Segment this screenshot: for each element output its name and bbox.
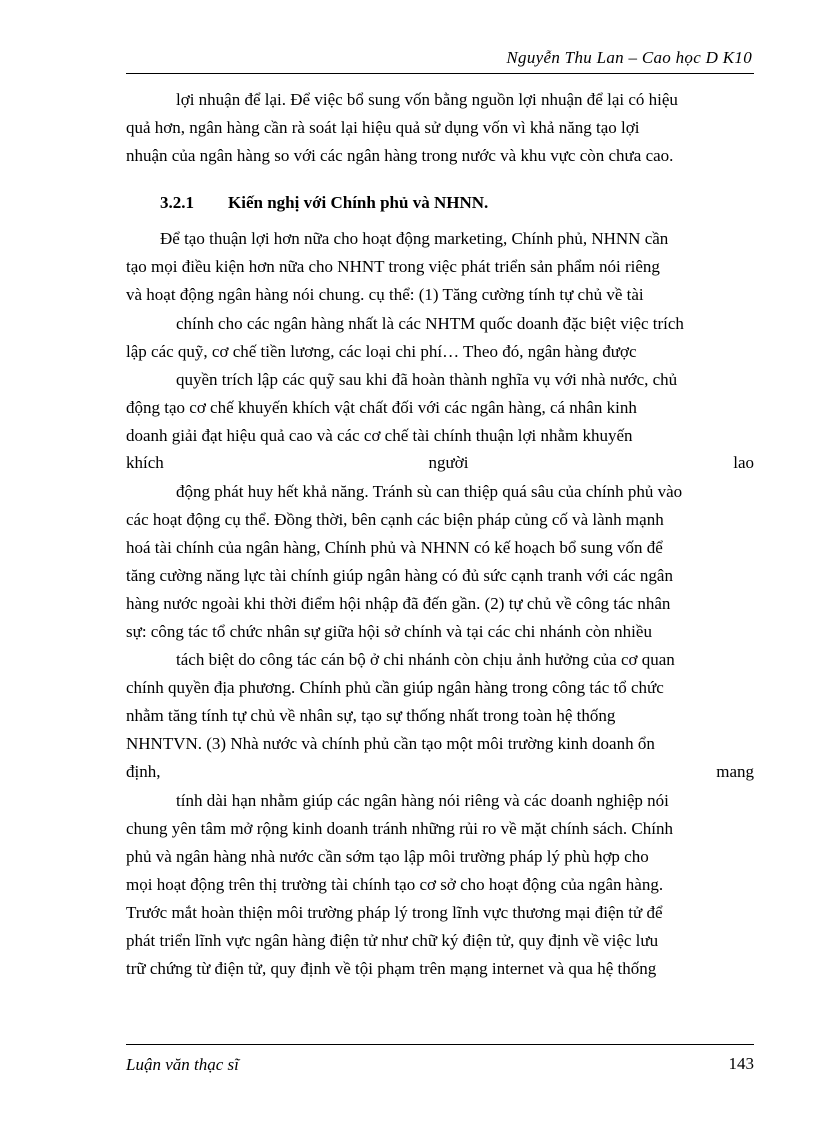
text-line: quyền trích lập các quỹ sau khi đã hoàn thành nghĩa vụ với nhà nước, chủ	[176, 370, 678, 389]
word: người	[428, 453, 469, 472]
text-line: tăng cường năng lực tài chính giúp ngân hàng có đủ sức cạnh tranh với các ngân	[126, 566, 673, 585]
text-line: lợi nhuận để lại. Để việc bổ sung vốn bằng nguồn lợi nhuận để lại có hiệu	[176, 90, 678, 109]
text-line: động phát huy hết khả năng. Tránh sù can thiệp quá sâu của chính phủ vào	[176, 482, 683, 501]
justified-words	[126, 450, 754, 476]
text-line: nhằm tăng tính tự chủ về nhân sự, tạo sự thống nhất trong toàn hệ thống	[126, 706, 616, 725]
footer-label: Luận văn thạc sĩ	[126, 1055, 239, 1074]
text-line: NHNTVN. (3) Nhà nước và chính phủ cần tạo một môi trường kinh doanh ổn	[126, 734, 655, 753]
text-line: lập các quỹ, cơ chế tiền lương, các loại chi phí… Theo đó, ngân hàng được	[126, 342, 637, 361]
text-line: hoá tài chính của ngân hàng, Chính phủ và NHNN có kế hoạch bổ sung vốn để	[126, 538, 663, 557]
word: định,	[126, 762, 161, 781]
section-heading	[0, 190, 816, 216]
text-line: doanh giải đạt hiệu quả cao và các cơ chế tài chính thuận lợi nhằm khuyến	[126, 426, 633, 445]
text-line: và hoạt động ngân hàng nói chung. cụ thể: (1) Tăng cường tính tự chủ về tài	[126, 285, 644, 304]
text-line: sự: công tác tổ chức nhân sự giữa hội sở chính và tại các chi nhánh còn nhiều	[126, 622, 652, 641]
word: khích	[126, 453, 164, 472]
text-line: chung yên tâm mở rộng kinh doanh tránh những rủi ro về mặt chính sách. Chính	[126, 819, 673, 838]
footer-rule	[126, 1044, 754, 1045]
section-title: Kiến nghị với Chính phủ và NHNN.	[228, 193, 489, 212]
text-line: phủ và ngân hàng nhà nước cần sớm tạo lập môi trường pháp lý phù hợp cho	[126, 847, 649, 866]
word: lao	[733, 453, 754, 472]
text-line-justified	[0, 450, 816, 476]
text-line: Để tạo thuận lợi hơn nữa cho hoạt động marketing, Chính phủ, NHNN cần	[160, 229, 669, 248]
text-line: các hoạt động cụ thể. Đồng thời, bên cạnh các biện pháp củng cố và lành mạnh	[126, 510, 664, 529]
text-line: quả hơn, ngân hàng cần rà soát lại hiệu quả sử dụng vốn vì khả năng tạo lợi	[126, 118, 640, 137]
text-line: hàng nước ngoài khi thời điểm hội nhập đã đến gần. (2) tự chủ về công tác nhân	[126, 594, 671, 613]
section-number: 3.2.1	[160, 193, 194, 212]
word: mang	[716, 762, 754, 781]
text-line: động tạo cơ chế khuyến khích vật chất đối với các ngân hàng, cá nhân kinh	[126, 398, 637, 417]
text-line: phát triển lĩnh vực ngân hàng điện tử như chữ ký điện tử, quy định về việc lưu	[126, 931, 659, 950]
text-line-justified	[0, 759, 816, 785]
text-line: Trước mắt hoàn thiện môi trường pháp lý trong lĩnh vực thương mại điện tử để	[126, 903, 663, 922]
header-rule	[126, 73, 754, 74]
text-line: tách biệt do công tác cán bộ ở chi nhánh còn chịu ảnh hưởng của cơ quan	[176, 650, 675, 669]
text-line: trữ chứng từ điện tử, quy định về tội phạm trên mạng internet và qua hệ thống	[126, 959, 657, 978]
text-line: tính dài hạn nhằm giúp các ngân hàng nói riêng và các doanh nghiệp nói	[176, 791, 669, 810]
header-title: Nguyễn Thu Lan – Cao học D K10	[506, 48, 752, 67]
text-line: nhuận của ngân hàng so với các ngân hàng trong nước và khu vực còn chưa cao.	[126, 146, 674, 165]
text-line: chính cho các ngân hàng nhất là các NHTM quốc doanh đặc biệt việc trích	[176, 314, 684, 333]
justified-words	[126, 759, 754, 785]
text-line: mọi hoạt động trên thị trường tài chính tạo cơ sở cho hoạt động của ngân hàng.	[126, 875, 664, 894]
text-line: chính quyền địa phương. Chính phủ cần giúp ngân hàng trong công tác tổ chức	[126, 678, 664, 697]
page-number: 143	[728, 1054, 754, 1073]
text-line: tạo mọi điều kiện hơn nữa cho NHNT trong việc phát triển sản phẩm nói riêng	[126, 257, 660, 276]
